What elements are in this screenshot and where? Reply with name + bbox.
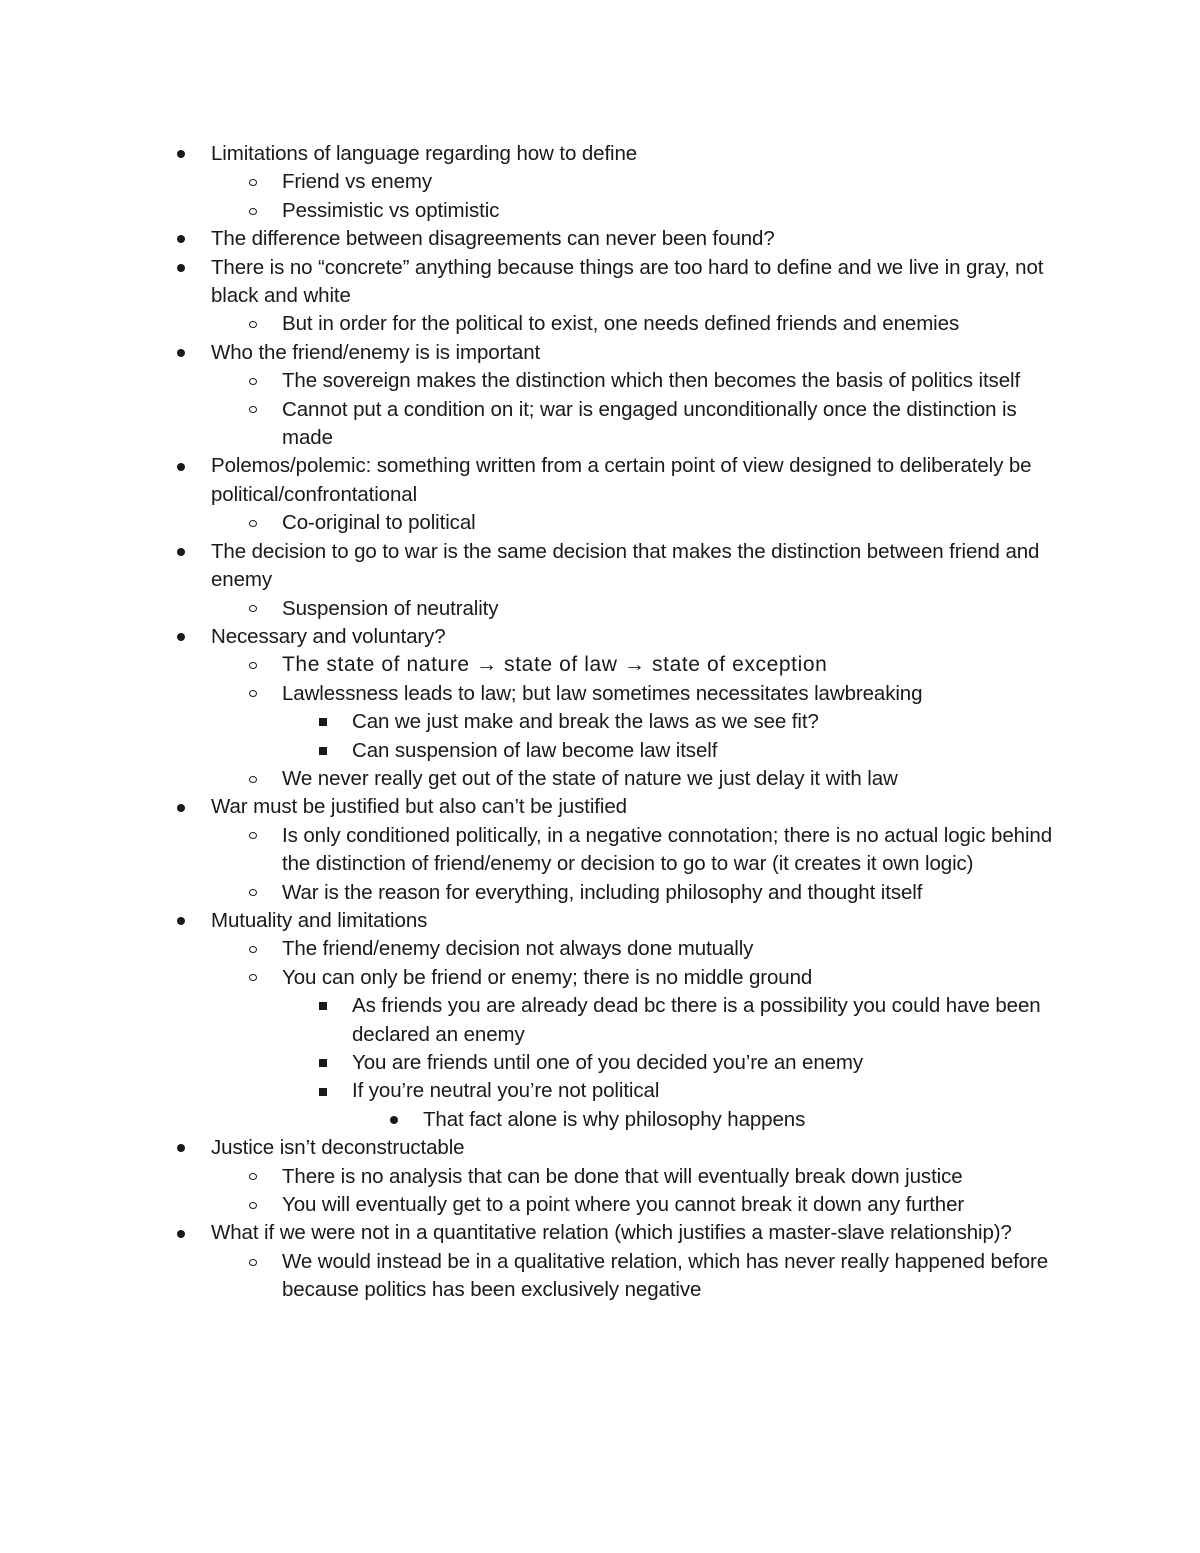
list-item-text: War must be justified but also can’t be justified: [211, 795, 627, 819]
list-item-text: The difference between disagreements can never been found?: [211, 227, 775, 251]
list-item: [352, 737, 1072, 765]
list-item-text: Is only conditioned politically, in a negative connotation; there is no actual logic behind the distinction of friend/enemy or decision to go to war (it creates it own logic): [282, 823, 1053, 876]
list-item-text: Justice isn’t deconstructable: [211, 1136, 465, 1160]
list-item: [282, 509, 1072, 537]
bullet-dot-icon: [174, 907, 188, 935]
bullet-square-icon: [316, 1077, 330, 1105]
bullet-circle-icon: [246, 879, 260, 907]
list-item: [211, 254, 1071, 311]
list-item: [211, 793, 1071, 821]
list-item-text: Polemos/polemic: something written from a certain point of view designed to deliberately be political/confrontational: [211, 454, 1032, 506]
list-item-text: Lawlessness leads to law; but law sometimes necessitates lawbreaking: [282, 681, 923, 705]
list-item-text: As friends you are already dead bc there is a possibility you could have been declared an enemy: [352, 994, 1041, 1046]
list-item: [352, 1077, 1072, 1105]
list-item: [282, 935, 1072, 963]
list-item: [282, 396, 1072, 453]
bullet-dot-icon: [174, 339, 188, 367]
list-item-text: What if we were not in a quantitative relation (which justifies a master-slave relationship)?: [211, 1221, 1012, 1245]
bullet-circle-icon: [246, 367, 260, 395]
bullet-circle-icon: [246, 964, 260, 992]
list-item-text: You will eventually get to a point where you cannot break it down any further: [282, 1193, 965, 1217]
list-item: [211, 140, 1071, 168]
bullet-dot-icon: [174, 793, 188, 821]
bullet-circle-icon: [246, 822, 260, 850]
list-item: [282, 1163, 1072, 1191]
list-item: [423, 1106, 1073, 1134]
list-item: [211, 452, 1071, 509]
notes-document: [0, 140, 1200, 1305]
bullet-square-icon: [316, 737, 330, 765]
list-item-text: We never really get out of the state of nature we just delay it with law: [282, 766, 898, 790]
list-item-text: There is no “concrete” anything because things are too hard to define and we live in gray, not black and white: [211, 255, 1044, 308]
bullet-dot-icon: [174, 254, 188, 282]
bullet-dot-icon: [174, 623, 188, 651]
list-item: [282, 964, 1072, 992]
list-item: [282, 595, 1072, 623]
bullet-circle-icon: [246, 1163, 260, 1191]
bullet-square-icon: [316, 1049, 330, 1077]
list-item-text: That fact alone is why philosophy happens: [423, 1107, 806, 1131]
list-item-text: Pessimistic vs optimistic: [282, 198, 500, 222]
list-item-text: Cannot put a condition on it; war is engaged unconditionally once the distinction is made: [282, 397, 1017, 450]
bullet-circle-icon: [246, 680, 260, 708]
list-item: [282, 765, 1072, 793]
list-item-text: The decision to go to war is the same decision that makes the distinction between friend and enemy: [211, 539, 1040, 592]
list-item: [211, 1134, 1071, 1162]
list-item: [282, 651, 1072, 679]
list-item: [211, 907, 1071, 935]
list-item-text: The state of nature → state of law → state of exception: [282, 653, 828, 677]
list-item-text: You are friends until one of you decided you’re an enemy: [352, 1051, 864, 1074]
bullet-square-icon: [316, 708, 330, 736]
list-item: [282, 1248, 1072, 1305]
list-item-text: Can suspension of law become law itself: [352, 738, 718, 762]
list-item: [282, 310, 1072, 338]
list-item: [211, 225, 1071, 253]
list-item: [352, 992, 1072, 1049]
list-item-text: Co-original to political: [282, 511, 476, 535]
list-item: [282, 168, 1072, 196]
bullet-circle-icon: [246, 765, 260, 793]
list-item-text: There is no analysis that can be done that will eventually break down justice: [282, 1164, 963, 1188]
list-item-text: Friend vs enemy: [282, 170, 433, 194]
bullet-dot-icon: [174, 225, 188, 253]
list-item: [211, 623, 1071, 651]
list-item-text: Limitations of language regarding how to define: [211, 142, 638, 165]
list-item-text: Necessary and voluntary?: [211, 624, 446, 648]
bullet-dot-icon: [387, 1106, 401, 1134]
list-item: [282, 879, 1072, 907]
list-item: [282, 680, 1072, 708]
list-item: [282, 197, 1072, 225]
list-item: [282, 1191, 1072, 1219]
bullet-circle-icon: [246, 168, 260, 196]
list-item-text: The friend/enemy decision not always done mutually: [282, 937, 754, 961]
list-item-text: Suspension of neutrality: [282, 596, 499, 620]
bullet-circle-icon: [246, 595, 260, 623]
list-item-text: We would instead be in a qualitative relation, which has never really happened before because politics has been exclusively negative: [282, 1249, 1049, 1302]
list-item: [352, 708, 1072, 736]
bullet-circle-icon: [246, 396, 260, 424]
list-item: [282, 367, 1072, 395]
bullet-dot-icon: [174, 452, 188, 480]
bullet-dot-icon: [174, 1134, 188, 1162]
list-item-text: But in order for the political to exist, one needs defined friends and enemies: [282, 312, 960, 336]
list-item-text: Can we just make and break the laws as we see fit?: [352, 710, 819, 734]
list-item-text: If you’re neutral you’re not political: [352, 1079, 660, 1103]
bullet-circle-icon: [246, 1191, 260, 1219]
bullet-circle-icon: [246, 1248, 260, 1276]
list-item-text: The sovereign makes the distinction which then becomes the basis of politics itself: [282, 369, 1021, 393]
list-item-text: War is the reason for everything, including philosophy and thought itself: [282, 880, 923, 904]
bullet-circle-icon: [246, 935, 260, 963]
bullet-dot-icon: [174, 140, 188, 168]
list-item: [211, 339, 1071, 367]
bullet-circle-icon: [246, 310, 260, 338]
bullet-circle-icon: [246, 509, 260, 537]
bullet-circle-icon: [246, 651, 260, 679]
list-item: [352, 1049, 1072, 1077]
list-item-text: Who the friend/enemy is is important: [211, 340, 541, 364]
list-item: [211, 538, 1071, 595]
bullet-square-icon: [316, 992, 330, 1020]
bullet-circle-icon: [246, 197, 260, 225]
list-item: [282, 822, 1072, 879]
list-item-text: You can only be friend or enemy; there is no middle ground: [282, 965, 813, 989]
bullet-dot-icon: [174, 1219, 188, 1247]
list-item: [211, 1219, 1071, 1247]
list-item-text: Mutuality and limitations: [211, 908, 428, 932]
bullet-dot-icon: [174, 538, 188, 566]
